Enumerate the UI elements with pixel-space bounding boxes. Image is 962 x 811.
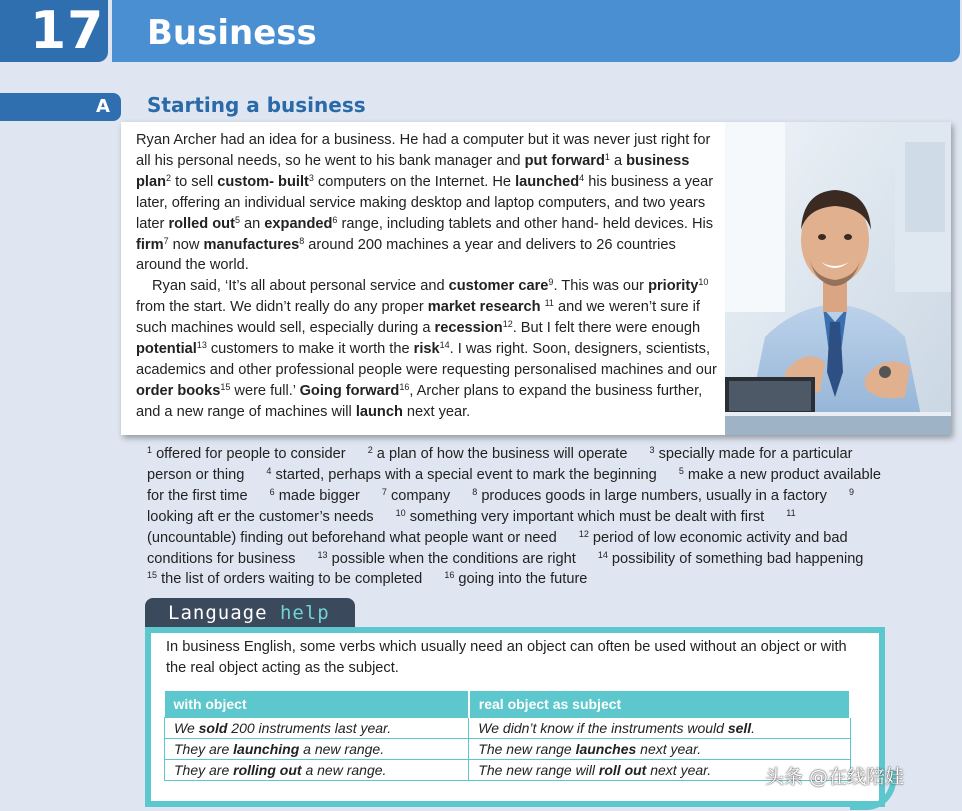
- glossary-item: [382, 488, 450, 504]
- table-row: [165, 718, 851, 739]
- example-text: next year.: [646, 762, 712, 778]
- story-key-term: rolled out: [168, 215, 235, 232]
- story-text: range, including tablets and other hand- held devices. His: [337, 215, 714, 232]
- story-footnote-number: 10: [698, 277, 709, 288]
- glossary-definition: going into the future: [454, 571, 588, 588]
- glossary-item: [270, 488, 360, 504]
- story-key-term: expanded: [264, 215, 333, 232]
- unit-header: [0, 0, 962, 64]
- story-text: [136, 130, 722, 423]
- language-help-title: [168, 598, 330, 628]
- story-footnote-number: 9: [548, 277, 554, 288]
- glossary-definition: something very important which must be dealt with first: [405, 508, 765, 525]
- glossary-item: [598, 551, 864, 567]
- story-key-term: order books: [136, 382, 221, 399]
- example-key-term: launching: [233, 741, 300, 757]
- glossary-number: 15: [147, 570, 158, 581]
- glossary-number: 4: [266, 465, 272, 476]
- language-help-word2: help: [279, 602, 330, 624]
- story-footnote-number: 1: [604, 151, 610, 162]
- story-text: , Archer plans to expand the business further, and a new range of machines will: [136, 382, 703, 420]
- story-footnote-number: 15: [220, 381, 231, 392]
- example-text: The new range will: [478, 762, 599, 778]
- story-key-term: recession: [434, 320, 503, 337]
- table-row: [165, 739, 851, 760]
- story-key-term: custom- built: [217, 173, 309, 190]
- example-text: They are: [174, 762, 234, 778]
- story-key-term: firm: [136, 236, 164, 253]
- glossary-number: 11: [786, 507, 796, 518]
- glossary-definition: started, perhaps with a special event to mark the beginning: [271, 466, 657, 483]
- watermark: 头条 @在线陪娃: [765, 766, 905, 788]
- story-key-term: manufactures: [203, 236, 300, 253]
- story-footnote-number: 8: [299, 235, 305, 246]
- story-text: customers to make it worth the: [206, 341, 414, 358]
- column-header-real-object: real object as subject: [469, 691, 850, 718]
- glossary-number: 10: [395, 507, 406, 518]
- example-text: a new range.: [301, 762, 387, 778]
- glossary: [147, 444, 887, 590]
- glossary-definition: make a new product available for the first time: [147, 466, 881, 504]
- glossary-definition: the list of orders waiting to be completed: [157, 571, 423, 588]
- glossary-item: [472, 488, 827, 504]
- story-footnote-number: 7: [163, 235, 169, 246]
- story-text: were full.’: [230, 382, 300, 399]
- example-key-term: sold: [198, 720, 228, 736]
- story-key-term: launch: [355, 403, 403, 420]
- glossary-number: 1: [147, 445, 153, 455]
- story-text: . This was our: [553, 278, 649, 295]
- story-text: a: [609, 152, 627, 169]
- glossary-number: 5: [678, 465, 684, 476]
- glossary-item: [318, 551, 576, 567]
- glossary-definition: (uncountable) finding out beforehand what people want or need: [147, 529, 557, 546]
- story-text: Ryan said, ‘It’s all about personal service and: [152, 278, 449, 295]
- story-text: from the start. We didn’t really do any proper: [136, 299, 428, 316]
- glossary-definition: made bigger: [274, 487, 360, 504]
- glossary-definition: offered for people to consider: [152, 446, 346, 462]
- glossary-definition: looking aft er the customer’s needs: [147, 508, 374, 525]
- story-text: computers on the Internet. He: [313, 173, 516, 190]
- language-help-word1: Language: [168, 602, 268, 624]
- story-key-term: launched: [515, 173, 580, 190]
- glossary-number: 7: [381, 486, 387, 497]
- story-text: . I was right. Soon, designers, scientists, academics and other professional people were requesting personalised machines and our: [136, 341, 717, 378]
- glossary-item: [444, 571, 587, 587]
- glossary-number: 2: [367, 445, 373, 455]
- section-title: Starting a business: [147, 93, 366, 117]
- glossary-number: 3: [649, 445, 655, 455]
- story-footnote-number: 3: [308, 172, 314, 183]
- cell-with-object: [165, 718, 469, 739]
- story-text: to sell: [171, 173, 218, 190]
- story-paragraph-1: [136, 130, 722, 276]
- glossary-item: [147, 446, 346, 462]
- story-footnote-number: 2: [166, 172, 172, 183]
- example-text: next year.: [636, 741, 702, 757]
- story-key-term: put forward: [524, 152, 605, 169]
- story-key-term: potential: [136, 341, 197, 358]
- glossary-item: [396, 509, 765, 525]
- story-text: next year.: [402, 403, 471, 420]
- glossary-definition: possibility of something bad happening: [607, 550, 864, 567]
- example-text: 200 instruments last year.: [227, 720, 392, 736]
- example-text: We: [174, 720, 199, 736]
- story-text: now: [168, 236, 204, 253]
- glossary-item: [147, 571, 422, 587]
- glossary-definition: produces goods in large numbers, usually in a factory: [477, 487, 827, 504]
- story-text: an: [239, 215, 265, 232]
- table-header-row: [165, 691, 851, 718]
- story-key-term: risk: [413, 341, 440, 358]
- glossary-number: 16: [444, 570, 455, 581]
- glossary-definition: company: [386, 487, 451, 504]
- story-text: . But I felt there were enough: [512, 320, 701, 337]
- glossary-number: 9: [848, 486, 854, 497]
- story-key-term: market research: [427, 299, 541, 316]
- story-footnote-number: 14: [439, 340, 450, 351]
- example-text: They are: [174, 741, 234, 757]
- glossary-definition: a plan of how the business will operate: [372, 446, 628, 462]
- story-paragraph-2: [136, 276, 722, 422]
- table-body: [165, 718, 851, 781]
- example-key-term: launches: [575, 741, 637, 757]
- glossary-number: 14: [597, 549, 608, 560]
- story-footnote-number: 13: [196, 340, 207, 351]
- language-help-table: [164, 691, 851, 781]
- column-header-with-object: with object: [165, 691, 469, 718]
- story-key-term: Going forward: [299, 382, 400, 399]
- glossary-definition: specially made for a particular person or thing: [147, 446, 853, 483]
- cell-real-object: [469, 718, 850, 739]
- glossary-item: [266, 467, 656, 483]
- story-footnote-number: 5: [234, 214, 240, 225]
- story-text: and we weren’t sure if such machines would sell, especially during a: [136, 299, 700, 337]
- unit-title: Business: [147, 13, 317, 53]
- example-text: .: [751, 720, 756, 736]
- example-key-term: roll out: [598, 762, 647, 778]
- story-footnote-number: 4: [579, 172, 585, 183]
- example-text: a new range.: [299, 741, 385, 757]
- example-key-term: sell: [727, 720, 752, 736]
- glossary-definition: possible when the conditions are right: [327, 550, 576, 567]
- glossary-number: 13: [317, 549, 328, 560]
- example-key-term: rolling out: [233, 762, 302, 778]
- story-footnote-number: 16: [399, 381, 410, 392]
- glossary-number: 6: [269, 486, 275, 497]
- story-text: Ryan Archer had an idea for a business. He had a computer but it was never just right for all his personal needs, so he went to his bank manager and: [136, 132, 711, 169]
- story-footnote-number: 6: [332, 214, 338, 225]
- story-text: around 200 machines a year and delivers to 26 countries around the world.: [136, 236, 676, 274]
- glossary-number: 12: [578, 528, 589, 539]
- story-key-term: priority: [648, 278, 699, 295]
- glossary-definition: period of low economic activity and bad conditions for business: [147, 529, 848, 567]
- cell-with-object: [165, 760, 469, 781]
- story-key-term: customer care: [448, 278, 549, 295]
- table-row: [165, 760, 851, 781]
- example-text: The new range: [478, 741, 576, 757]
- story-key-term: business plan: [136, 152, 690, 190]
- businessman-photo: [725, 122, 951, 435]
- story-text: his business a year later, offering an individual service making desktop and laptop computers, and two years later: [136, 173, 714, 232]
- language-help-intro: In business English, some verbs which usually need an object can often be used without an object or with the real object acting as the subject.: [166, 639, 847, 676]
- cell-real-object: [469, 739, 850, 760]
- glossary-item: [368, 446, 628, 462]
- glossary-number: 8: [472, 486, 478, 497]
- unit-number: 17: [30, 1, 105, 61]
- story-footnote-number: 11: [544, 298, 554, 309]
- section-letter: A: [96, 96, 110, 117]
- example-text: We didn’t know if the instruments would: [478, 720, 728, 736]
- story-footnote-number: 12: [502, 319, 513, 330]
- cell-with-object: [165, 739, 469, 760]
